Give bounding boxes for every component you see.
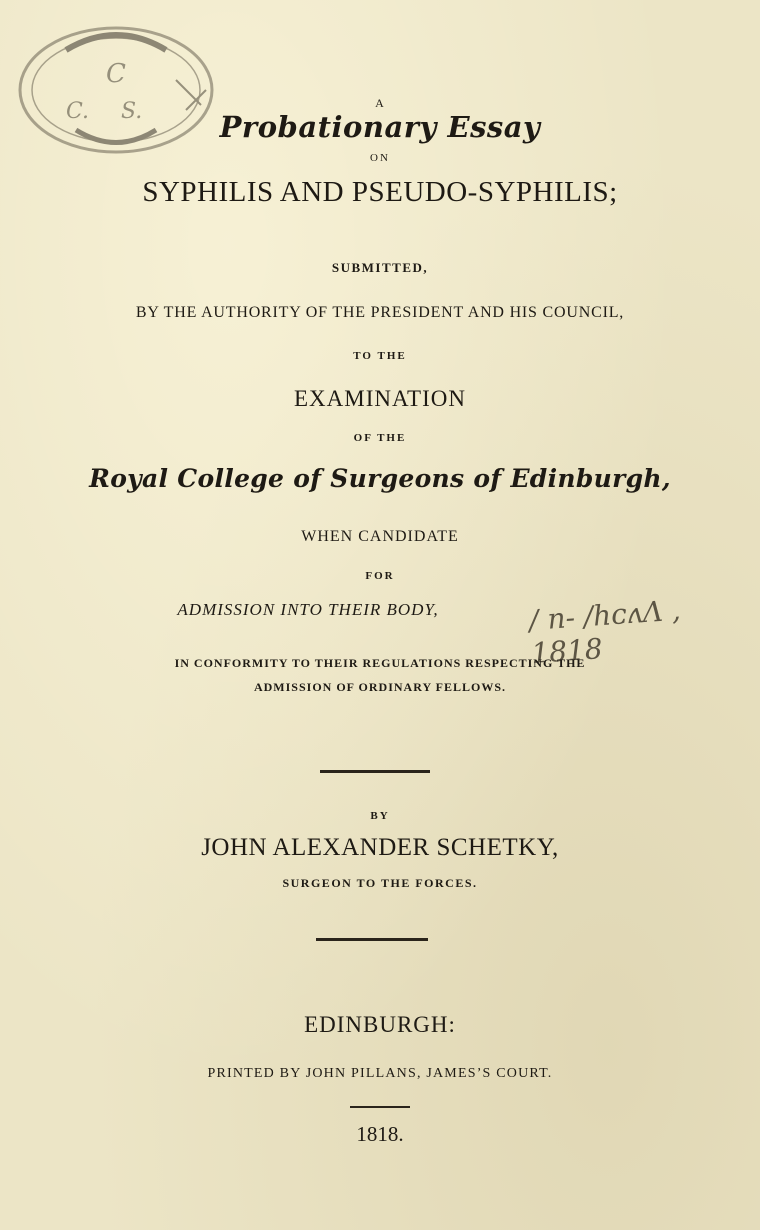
of-the-label: OF THE bbox=[353, 432, 407, 444]
for-label: FOR bbox=[365, 570, 395, 582]
essay-title: SYPHILIS AND PSEUDO-SYPHILIS; bbox=[142, 176, 618, 208]
submitted-label: SUBMITTED, bbox=[331, 260, 429, 275]
svg-text:C: C bbox=[106, 59, 126, 89]
printer-line: PRINTED BY JOHN PILLANS, JAMES’S COURT. bbox=[207, 1066, 553, 1081]
when-candidate: WHEN CANDIDATE bbox=[301, 528, 459, 545]
conformity-line: IN CONFORMITY TO THEIR REGULATIONS RESPECTING THE bbox=[174, 656, 586, 670]
svg-text:C.: C. bbox=[66, 99, 90, 124]
admission-line: ADMISSION INTO THEIR BODY, bbox=[177, 600, 439, 619]
divider-rule bbox=[316, 938, 428, 941]
imprint-year: 1818. bbox=[356, 1122, 404, 1146]
author-role: SURGEON TO THE FORCES. bbox=[282, 876, 478, 890]
imprint-city: EDINBURGH: bbox=[304, 1012, 456, 1037]
divider-rule bbox=[350, 1106, 410, 1108]
by-label: BY bbox=[370, 810, 390, 822]
examination-heading: EXAMINATION bbox=[294, 386, 466, 411]
authority-line: BY THE AUTHORITY OF THE PRESIDENT AND HIS COUNCIL, bbox=[135, 304, 625, 321]
handwritten-note: / n- /hᴄʌɅ , 1818 bbox=[527, 593, 682, 670]
divider-rule bbox=[320, 770, 430, 773]
svg-text:S.: S. bbox=[121, 99, 143, 124]
on-label: ON bbox=[370, 152, 390, 164]
essay-heading: Probationary Essay bbox=[219, 110, 541, 144]
college-name: Royal College of Surgeons of Edinburgh, bbox=[89, 464, 671, 493]
author-name: JOHN ALEXANDER SCHETKY, bbox=[201, 834, 559, 861]
admission-fellows-line: ADMISSION OF ORDINARY FELLOWS. bbox=[253, 680, 507, 694]
article-a: A bbox=[375, 96, 385, 110]
to-the-label: TO THE bbox=[353, 350, 407, 362]
